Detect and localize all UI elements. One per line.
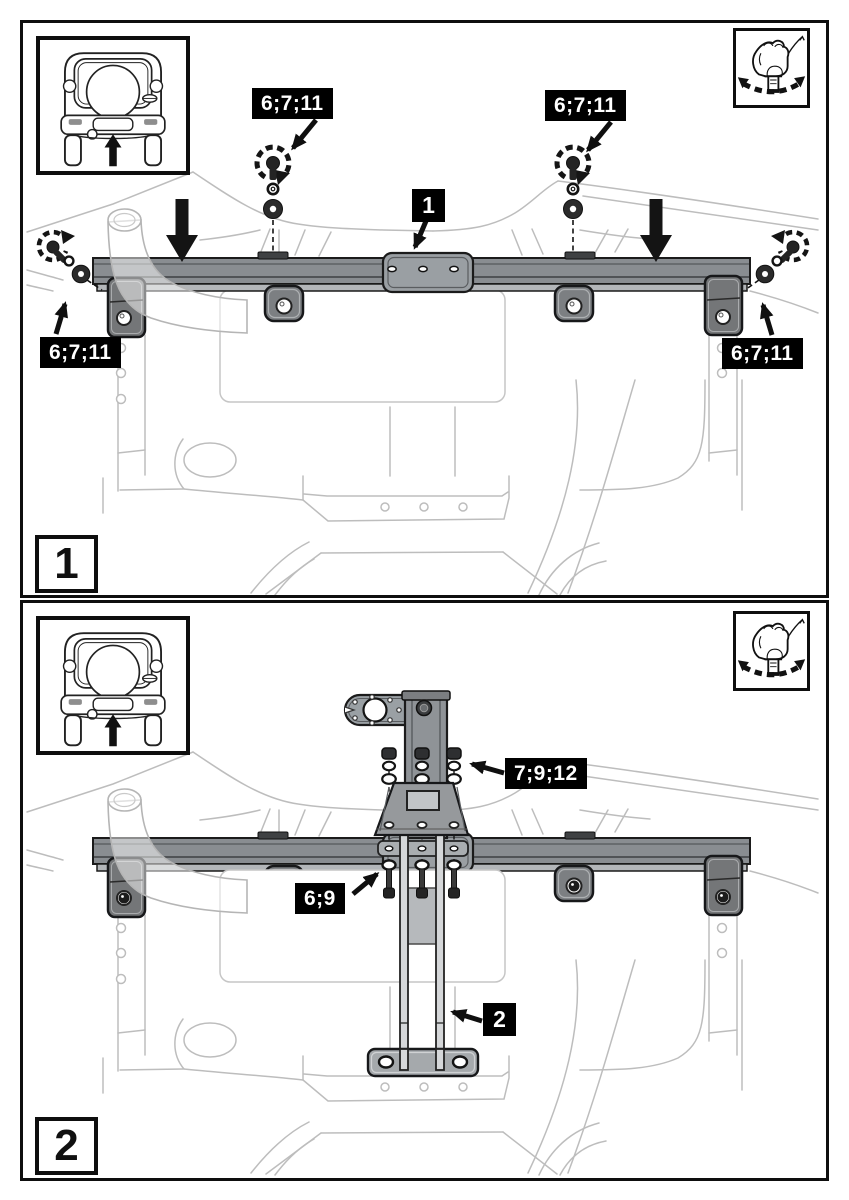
- foot-plate: [368, 1049, 478, 1076]
- fastener-callout-side-right: 6;7;11: [722, 338, 803, 369]
- heat-shield-plate: [220, 290, 505, 402]
- crossbar: [93, 252, 750, 292]
- fastener-callout-bolts: 6;9: [295, 883, 345, 914]
- part-badge-crossbar: 1: [412, 189, 445, 222]
- hand-tighten-box: [733, 611, 810, 691]
- left-bolt-washer-stack: [257, 147, 290, 254]
- fastener-callout-top-right: 6;7;11: [545, 90, 626, 121]
- car-rear-view-icon: [40, 40, 186, 171]
- press-down-arrow-left: [166, 199, 198, 262]
- right-bolt-washer-stack: [557, 147, 590, 254]
- car-rear-view-icon: [40, 620, 186, 751]
- hand-tighten-box: [733, 28, 810, 108]
- vehicle-thumbnail: [36, 616, 190, 755]
- hand-tighten-icon: [736, 614, 807, 688]
- side-bolt-right: [745, 230, 807, 290]
- step-panel-2: [20, 600, 829, 1181]
- fastener-callout-nuts: 7;9;12: [505, 758, 587, 789]
- step-number-badge-1: 1: [35, 535, 98, 593]
- step-panel-1: [20, 20, 829, 598]
- part-badge-towbar: 2: [483, 1003, 516, 1036]
- fastener-callout-side-left: 6;7;11: [40, 337, 121, 368]
- fastener-callout-top-left: 6;7;11: [252, 88, 333, 119]
- nut-washer-stacks: [382, 748, 461, 784]
- vehicle-thumbnail: [36, 36, 190, 175]
- step-number-badge-2: 2: [35, 1117, 98, 1175]
- hand-tighten-icon: [736, 31, 807, 105]
